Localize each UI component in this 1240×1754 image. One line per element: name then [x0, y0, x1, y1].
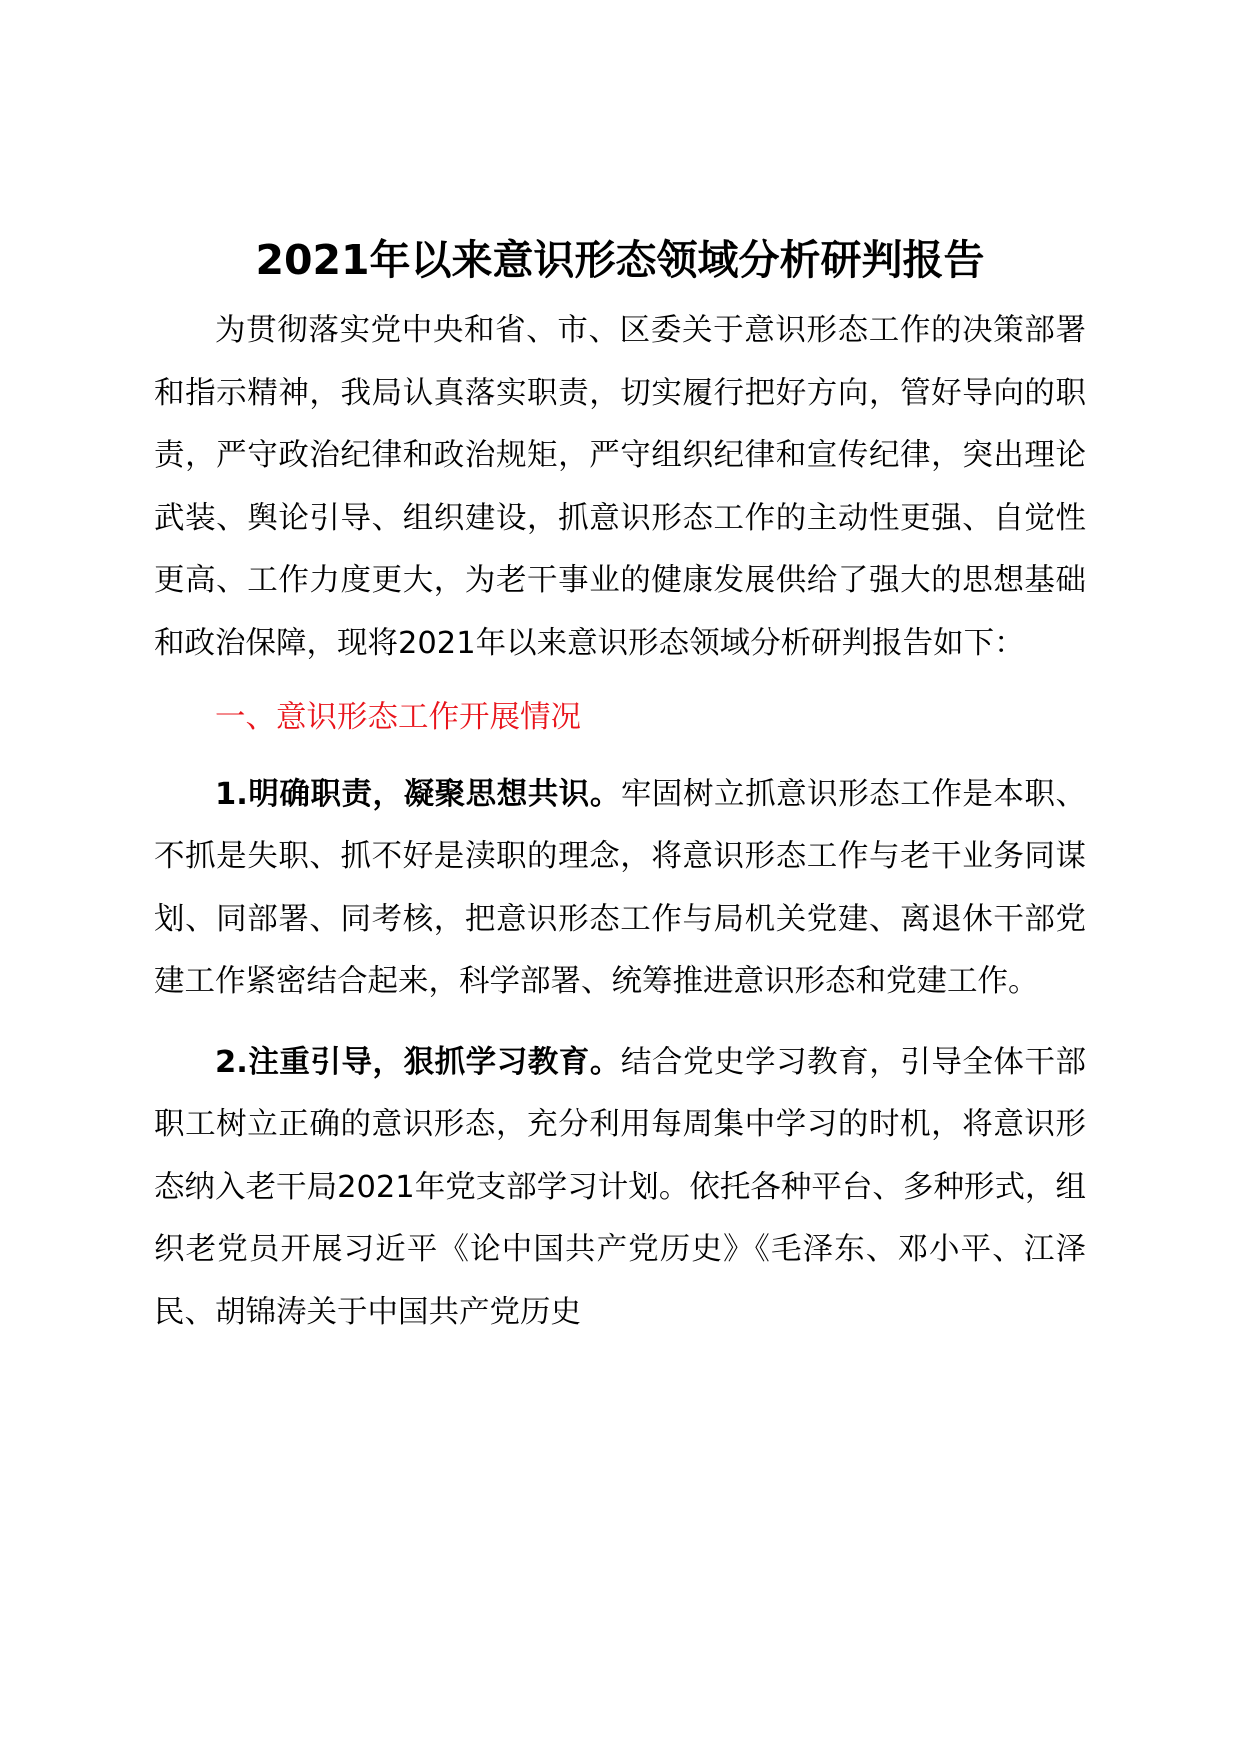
document-title: 2021年以来意识形态领域分析研判报告 — [255, 236, 985, 284]
section-heading: 一、意识形态工作开展情况 — [215, 700, 581, 735]
document-page — [154, 230, 1086, 1344]
item-paragraph-2 — [154, 1032, 1086, 1345]
item-body-1: 牢固树立抓意识形态工作是本职、不抓是失职、抓不好是渎职的理念，将意识形态工作与老干业务同谋划、同部署、同考核，把意识形态工作与局机关党建、离退休干部党建工作紧密结合起来，科学部署、统筹推进意识形态和党建工作。 — [154, 776, 1087, 999]
item-lead-2: 2.注重引导，狠抓学习教育。 — [215, 1044, 621, 1080]
item-lead-1: 1.明确职责，凝聚思想共识。 — [215, 776, 621, 812]
intro-paragraph: 为贯彻落实党中央和省、市、区委关于意识形态工作的决策部署和指示精神，我局认真落实职责，切实履行把好方向，管好导向的职责，严守政治纪律和政治规矩，严守组织纪律和宣传纪律，突出理论武装、舆论引导、组织建设，抓意识形态工作的主动性更强、自觉性更高、工作力度更大，为老干事业的健康发展供给了强大的思想基础和政治保障，现将2021年以来意识形态领域分析研判报告如下： — [154, 313, 1086, 661]
item-paragraph-1 — [154, 764, 1086, 1014]
item-body-2: 结合党史学习教育，引导全体干部职工树立正确的意识形态，充分利用每周集中学习的时机，将意识形态纳入老干局2021年党支部学习计划。依托各种平台、多种形式，组织老党员开展习近平《论中国共产党历史》《毛泽东、邓小平、江泽民、胡锦涛关于中国共产党历史 — [154, 1044, 1087, 1330]
